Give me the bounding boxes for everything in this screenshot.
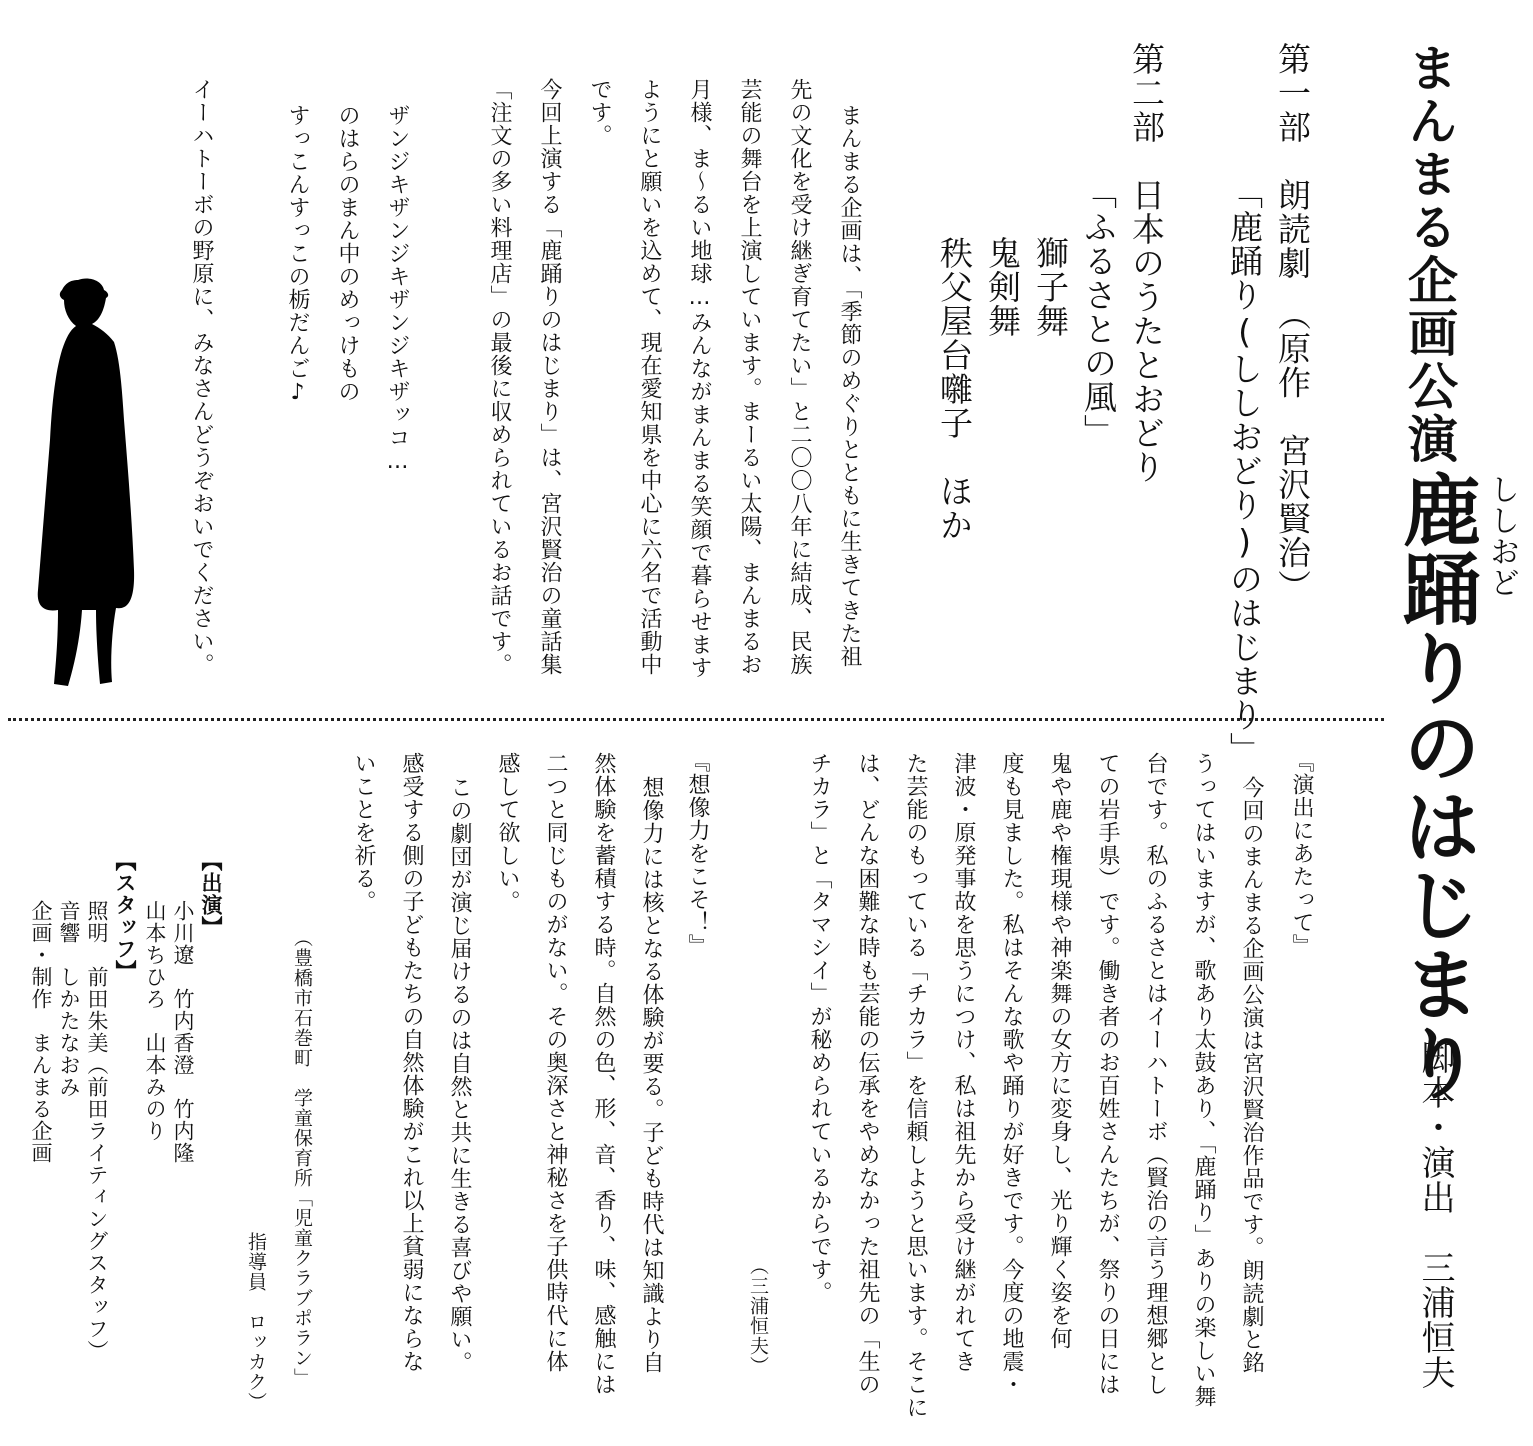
series-title: まんまる企画公演 (1400, 42, 1458, 466)
director-note-line: 台です。私のふるさとはイーハトーボ（賢治の言う理想郷とし (1143, 752, 1168, 1396)
part1-heading: 第一部 朗読劇 （原作 宮沢賢治） (1273, 42, 1312, 604)
cast-heading: 【出演】 (199, 850, 223, 938)
play-title: 鹿踊りのはじまり (1390, 470, 1480, 1102)
part1-title: 「鹿踊り(ししおどり)のはじまり」 (1225, 176, 1264, 766)
staff-line: 企画・制作 まんまる企画 (29, 900, 53, 1164)
script-director-credit: 脚本・演出 三浦恒夫 (1415, 1040, 1455, 1390)
imagination-note-role: 指導員 ロッカク） (245, 1232, 267, 1412)
staff-line: 照明 前田朱美（前田ライティングスタッフ） (85, 900, 109, 1362)
cast-line: 小川遼 竹内香澄 竹内隆 (171, 900, 195, 1164)
intro-line: 芸能の舞台を上演しています。まーるい太陽、まんまるお (737, 78, 762, 676)
intro-line: 「注文の多い料理店」の最後に収められているお話です。 (487, 78, 512, 676)
imagination-note-line: 感して欲しい。 (495, 752, 520, 913)
dotted-divider (8, 718, 1384, 721)
poem-line: すっこんすっこの栃だんご♪ (285, 104, 310, 406)
part2-heading: 第二部 日本のうたとおどり (1127, 42, 1166, 484)
part2-title: 「ふるさとの風」 (1079, 176, 1118, 448)
part2-item: 獅子舞 (1031, 236, 1070, 338)
man-in-coat-and-hat-silhouette-icon (16, 270, 136, 690)
director-note-line: 鬼や鹿や権現様や神楽舞の女方に変身し、光り輝く姿を何 (1047, 752, 1072, 1350)
cast-line: 山本ちひろ 山本みのり (143, 900, 167, 1142)
intro-line: です。 (587, 78, 612, 147)
director-note-line: チカラ」と「タマシイ」が秘められているからです。 (807, 752, 832, 1304)
director-note-line: 度も見ました。私はそんな歌や踊りが好きです。今度の地震・ (999, 752, 1024, 1396)
intro-line: 月様、ま〜るい地球…みんながまんまる笑顔で暮らせます (687, 78, 712, 679)
imagination-note-line: いことを祈る。 (351, 752, 376, 913)
poem-line: のはらのまん中のめっけもの (335, 104, 360, 403)
imagination-note-heading: 『想像力をこそ！』 (685, 750, 710, 957)
imagination-note-line: 然体験を蓄積する時。自然の色、形、音、香り、味、感触には (591, 752, 616, 1396)
imagination-note-line: この劇団が演じ届けるのは自然と共に生きる喜びや願い。 (447, 776, 472, 1374)
part2-item: 秩父屋台囃子 ほか (935, 236, 974, 542)
director-note-signature: （三浦恒夫） (747, 1256, 769, 1376)
staff-line: 音響 しかたなおみ (57, 900, 81, 1098)
imagination-note-line: 感受する側の子どもたちの自然体験がこれ以上貧弱にならな (399, 752, 424, 1373)
imagination-note-line: 二つと同じものがない。その奥深さと神秘さを子供時代に体 (543, 752, 568, 1373)
director-note-line: は、どんな困難な時も芸能の伝承をやめなかった祖先の「生の (855, 752, 880, 1396)
director-note-line: 津波・原発事故を思うにつけ、私は祖先から受け継がれてき (951, 752, 976, 1373)
intro-line: 先の文化を受け継ぎ育てたい」と二〇〇八年に結成、民族 (787, 78, 812, 676)
part2-item: 鬼剣舞 (983, 236, 1022, 338)
director-note-heading: 『演出にあたって』 (1289, 750, 1314, 957)
intro-line: ようにと願いを込めて、現在愛知県を中心に六名で活動中 (637, 78, 662, 676)
director-note-line: 今回のまんまる企画公演は宮沢賢治作品です。朗読劇と銘 (1239, 776, 1264, 1374)
play-title-ruby: ししおど (1484, 474, 1519, 598)
imagination-note-affiliation: （豊橋市石巻町 学童保育所「児童クラブポラン」 (291, 928, 313, 1388)
intro-line: まんまる企画は、「季節のめぐりとともに生きてきた祖 (837, 104, 862, 668)
director-note-line: た芸能のもっている「チカラ」を信頼しようと思います。そこに (903, 752, 928, 1419)
imagination-note-line: 想像力には核となる体験が要る。子ども時代は知識より自 (639, 776, 664, 1374)
invitation-text: イーハトーボの野原に、みなさんどうぞおいでください。 (189, 78, 214, 676)
poem-line: ザンジキザンジキザンジキザッコ… (385, 104, 410, 475)
intro-line: 今回上演する「鹿踊りのはじまり」は、宮沢賢治の童話集 (537, 78, 562, 676)
director-note-line: うってはいますが、歌あり太鼓あり、「鹿踊り」ありの楽しい舞 (1191, 752, 1216, 1408)
staff-heading: 【スタッフ】 (113, 850, 137, 982)
director-note-line: ての岩手県）です。働き者のお百姓さんたちが、祭りの日には (1095, 752, 1120, 1396)
